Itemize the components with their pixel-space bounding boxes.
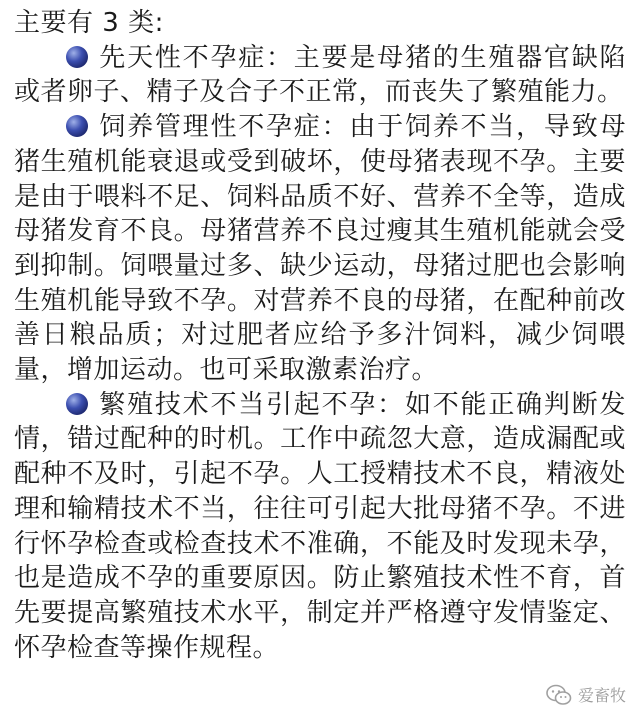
- section-text: 饲养管理性不孕症：由于饲养不当，导致母猪生殖机能衰退或受到破坏，使母猪表现不孕。主要是由于喂料不足、饲料品质不好、营养不全等，造成母猪发育不良。母猪营养不良过瘦其生殖机能就会受到抑制。饲喂量过多、缺少运动，母猪过肥也会影响生殖机能导致不孕。对营养不良的母猪，在配种前改善日粮品质；对过肥者应给予多汁饲料，减少饲喂量，增加运动。也可采取激素治疗。: [14, 112, 626, 386]
- section-feeding-management: [14, 110, 626, 388]
- watermark: [542, 681, 630, 708]
- bullet-icon: [66, 46, 88, 68]
- article-body: [14, 6, 626, 665]
- wechat-icon: [546, 684, 572, 706]
- section-congenital: [14, 41, 626, 110]
- watermark-label: 爱畜牧: [577, 686, 626, 705]
- section-text: 繁殖技术不当引起不孕：如不能正确判断发情，错过配种的时机。工作中疏忽大意，造成漏配或配种不及时，引起不孕。人工授精技术不良，精液处理和输精技术不当，往往可引起大批母猪不孕。不进行怀孕检查或检查技术不准确，不能及时发现未孕，也是造成不孕的重要原因。防止繁殖技术性不育，首先要提高繁殖技术水平，制定并严格遵守发情鉴定、怀孕检查等操作规程。: [14, 389, 626, 663]
- intro-text: 主要有 3 类:: [14, 8, 164, 38]
- bullet-icon: [66, 115, 88, 137]
- section-text: 先天性不孕症：主要是母猪的生殖器官缺陷或者卵子、精子及合子不正常，而丧失了繁殖能力。: [14, 42, 626, 108]
- section-breeding-technique: [14, 388, 626, 666]
- bullet-icon: [66, 393, 88, 415]
